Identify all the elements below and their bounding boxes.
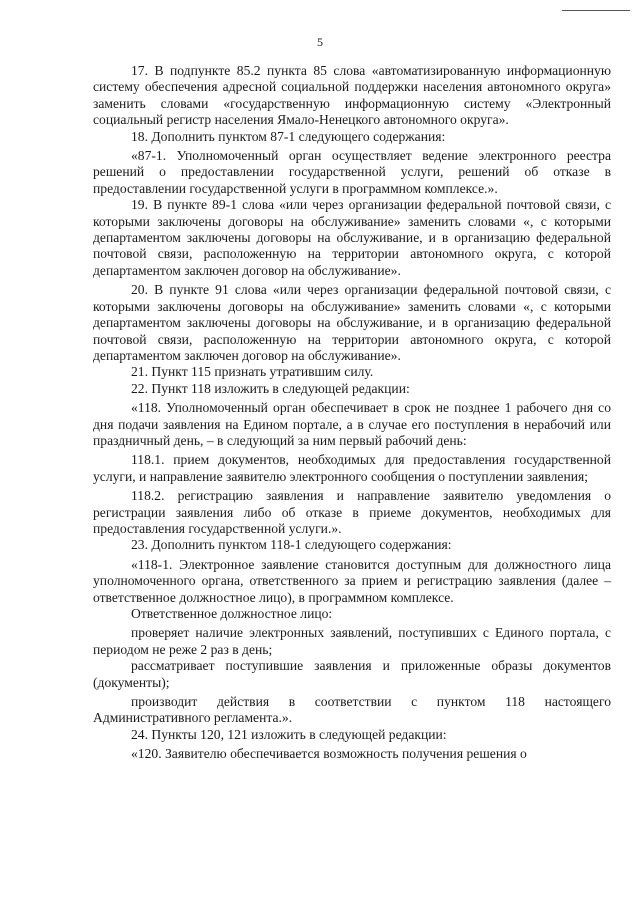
paragraph-20: 20. В пункте 91 слова «или через организации федеральной почтовой связи, с которыми заключены договоры на обслуживание» заменить словами «, с которыми департаментом заключены договоры на обслуживание, и в организацию федеральной почтовой связи, расположенную на территории автономного округа, с которой департаментом заключен договор на обслуживание».	[93, 282, 611, 363]
paragraph-118-1: 118.1. прием документов, необходимых для предоставления государственной услуги, и направление заявителю электронного сообщения о поступлении заявления;	[93, 452, 611, 484]
paragraph-17: 17. В подпункте 85.2 пункта 85 слова «автоматизированную информационную систему обеспечения адресной социальной поддержки населения автономного округа» заменить словами «государственную информационную систему «Электронный социальный регистр населения Ямало-Ненецкого автономного округа».	[93, 63, 611, 128]
paragraph-performs: производит действия в соответствии с пунктом 118 настоящего Административного регламента.».	[93, 694, 611, 726]
paragraph-118-2: 118.2. регистрацию заявления и направление заявителю уведомления о регистрации заявления либо об отказе в приеме документов, необходимых для предоставления государственной услуги.».	[93, 488, 611, 536]
paragraph-checks: проверяет наличие электронных заявлений, поступивших с Единого портала, с периодом не реже 2 раз в день;	[93, 625, 611, 657]
top-edge-rule	[562, 10, 630, 11]
paragraph-23: 23. Дополнить пунктом 118-1 следующего содержания:	[131, 537, 452, 553]
paragraph-24: 24. Пункты 120, 121 изложить в следующей редакции:	[131, 726, 447, 742]
paragraph-reviews: рассматривает поступившие заявления и приложенные образы документов (документы);	[93, 658, 611, 690]
paragraph-responsible-official: Ответственное должностное лицо:	[131, 606, 333, 621]
paragraph-120: «120. Заявителю обеспечивается возможность получения решения о	[131, 746, 527, 762]
paragraph-21: 21. Пункт 115 признать утратившим силу.	[131, 364, 374, 380]
paragraph-118: «118. Уполномоченный орган обеспечивает в срок не позднее 1 рабочего дня со дня подачи заявления на Едином портале, а в случае его поступления в нерабочий или праздничный день, – в следующий за ним первый рабочий день:	[93, 400, 611, 448]
paragraph-87-1: «87-1. Уполномоченный орган осуществляет ведение электронного реестра решений о предоставлении государственной услуги, решений об отказе в предоставлении государственной услуги в программном комплексе.».	[93, 148, 611, 196]
paragraph-22: 22. Пункт 118 изложить в следующей редакции:	[131, 380, 410, 396]
page-number: 5	[317, 35, 323, 49]
document-body	[93, 63, 611, 763]
paragraph-19: 19. В пункте 89-1 слова «или через организации федеральной почтовой связи, с которыми заключены договоры на обслуживание» заменить словами «, с которыми департаментом заключены договоры на обслуживание, и в организацию федеральной почтовой связи, расположенную на территории автономного округа, с которой департаментом заключен договор на обслуживание».	[93, 197, 611, 278]
paragraph-18: 18. Дополнить пунктом 87-1 следующего содержания:	[131, 128, 446, 144]
paragraph-118-1-new: «118-1. Электронное заявление становится доступным для должностного лица уполномоченного органа, ответственного за прием и регистрацию заявления (далее – ответственное должностное лицо), в программном комплексе.	[93, 556, 611, 605]
